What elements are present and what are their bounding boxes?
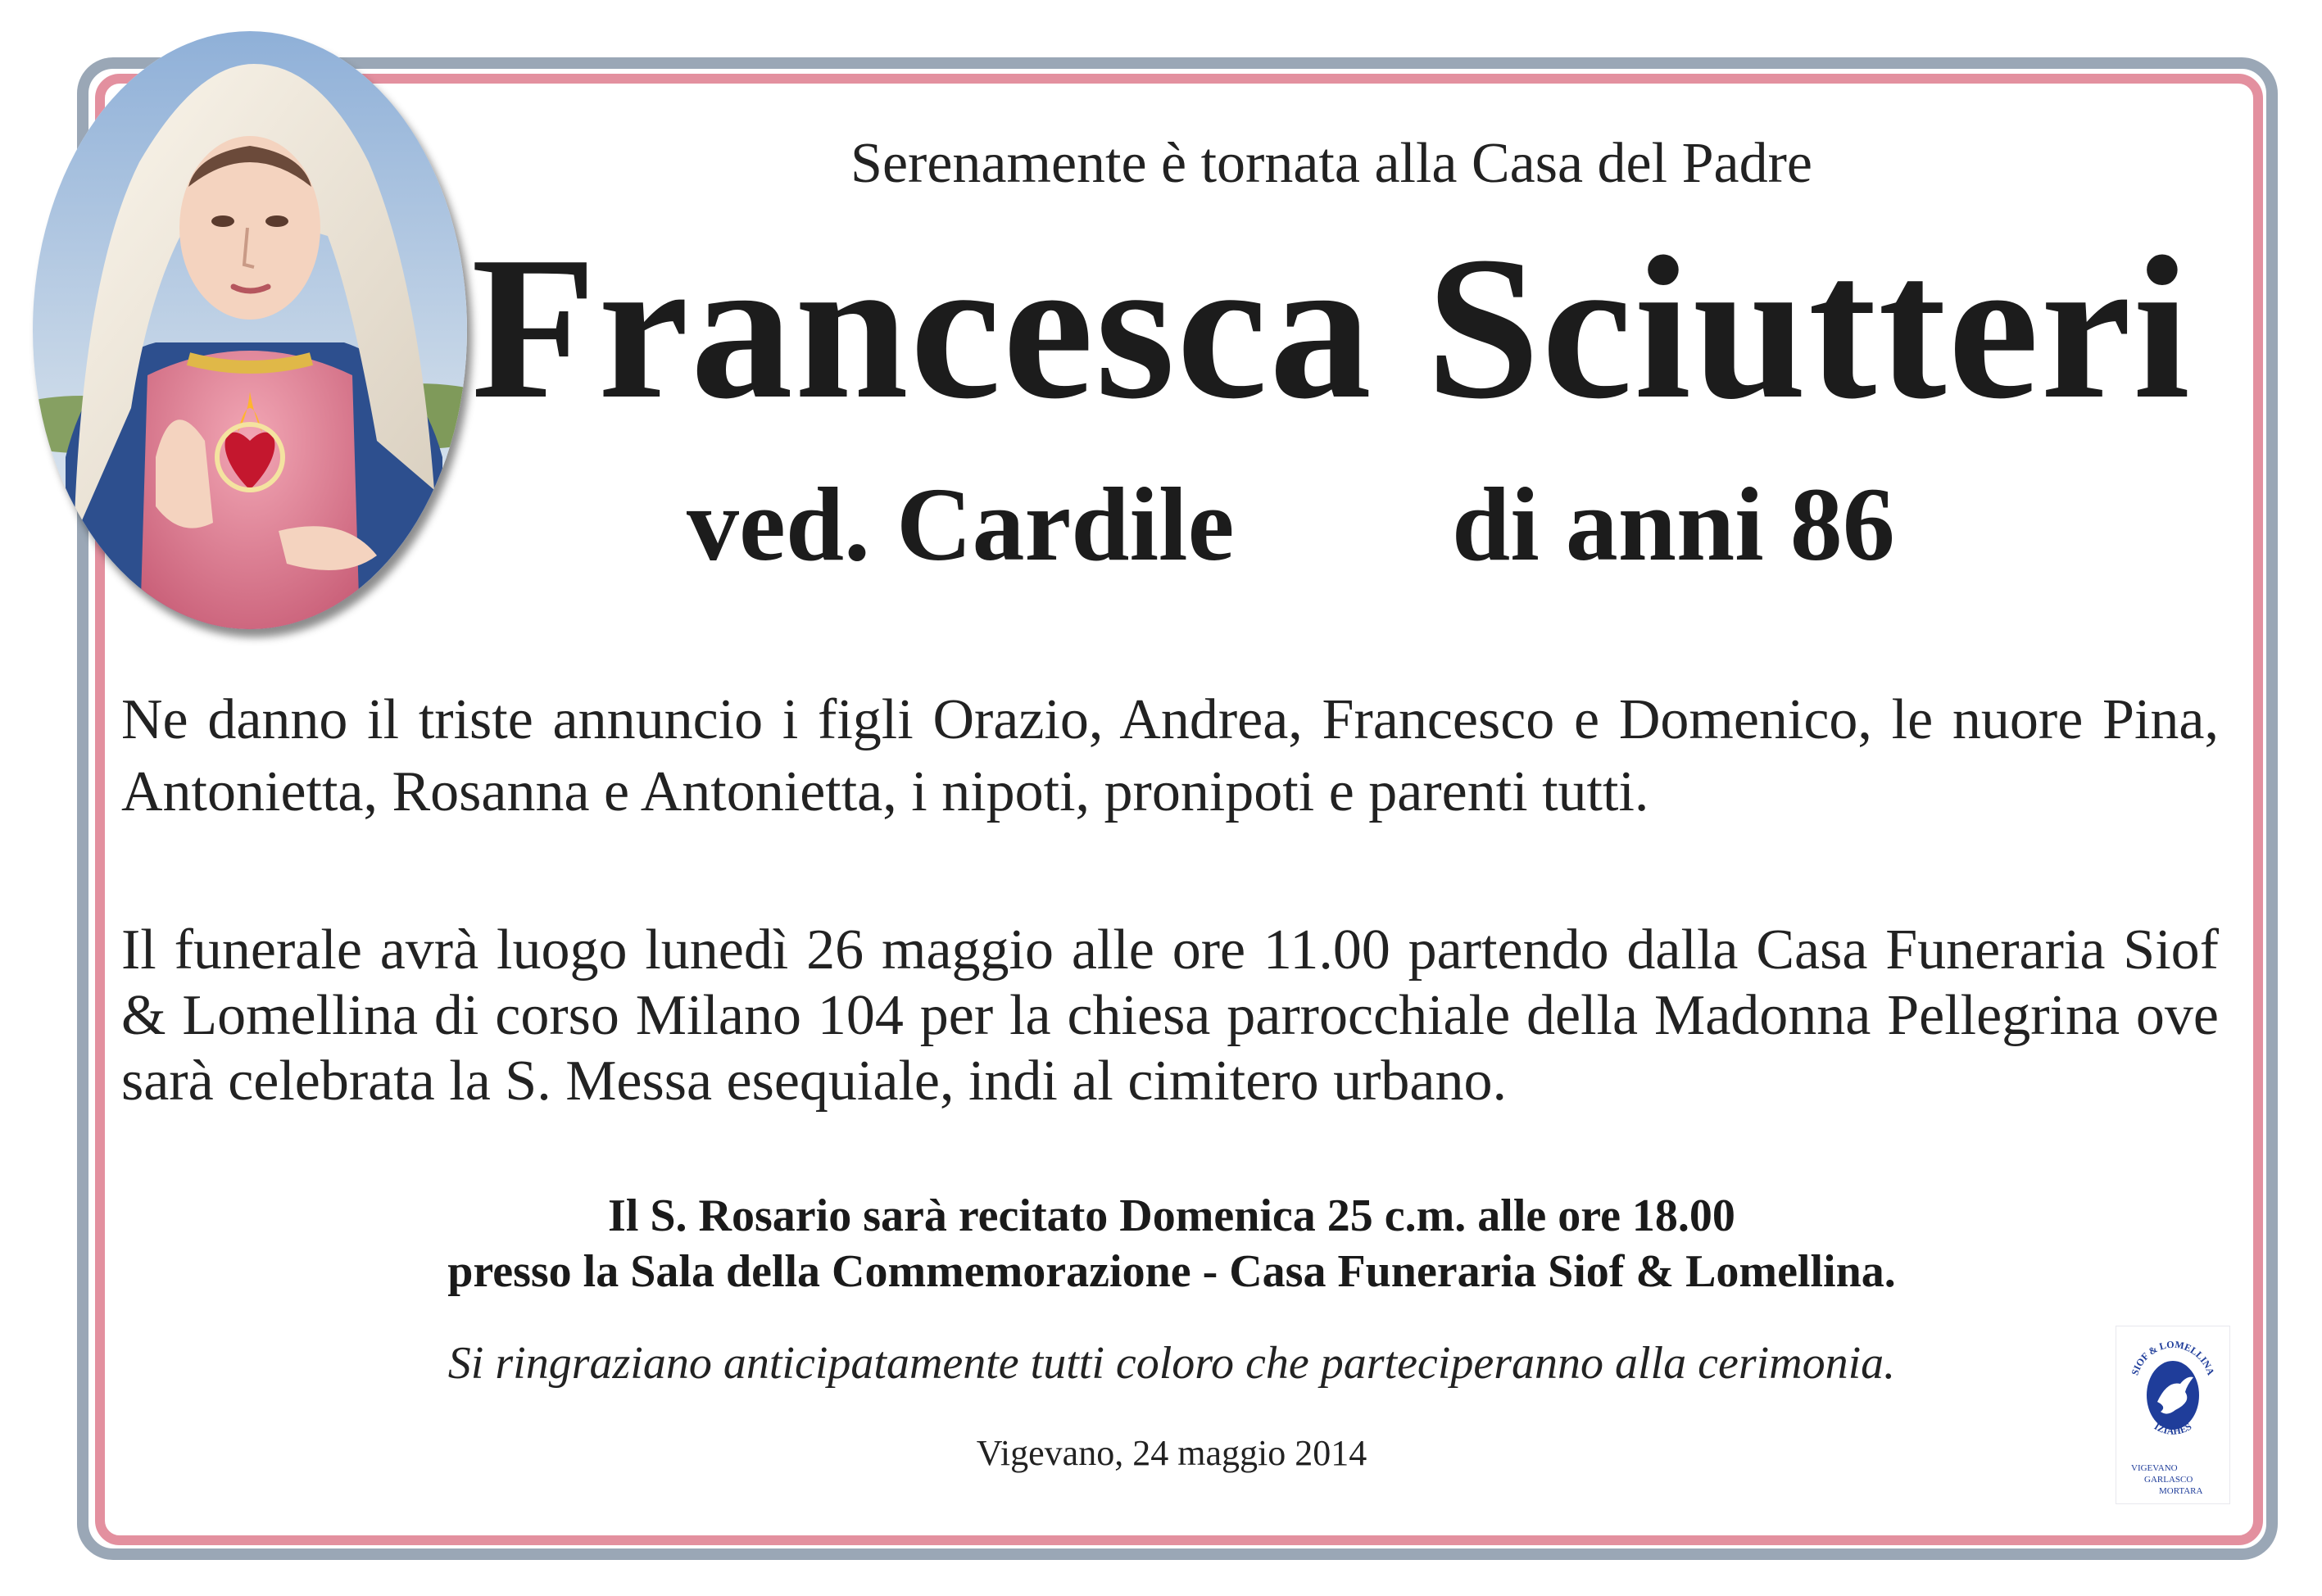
deceased-name: Francesca Sciutteri [471,215,2192,442]
madonna-portrait-image [33,31,467,629]
logo-city-2: GARLASCO [2144,1475,2193,1485]
funeral-details-paragraph: Il funerale avrà luogo lunedì 26 maggio alle ore 11.00 partendo dalla Casa Funeraria Siof & Lomellina di corso Milano 104 per la chiesa parrocchiale della Madonna Pellegrina ove sarà celebrata la S. Messa esequiale, indi al cimitero urbano. [121,918,2219,1113]
rosary-line-2: presso la Sala della Commemorazione - Casa Funeraria Siof & Lomellina. [447,1246,1896,1297]
place-date: Vigevano, 24 maggio 2014 [976,1433,1367,1473]
logo-city-1: VIGEVANO [2131,1463,2178,1473]
thanks-line: Si ringraziano anticipatamente tutti coloro che parteciperanno alla cerimonia. [447,1338,1896,1389]
funeral-home-logo [2116,1326,2230,1504]
rosary-line-1: Il S. Rosario sarà recitato Domenica 25 c.m. alle ore 18.00 [608,1190,1735,1241]
widow-of-line: ved. Cardile [687,466,1235,583]
age-line: di anni 86 [1452,466,1895,583]
rosary-notice [115,1188,2229,1299]
logo-bottom-text: IZIAHES [2152,1420,2194,1437]
logo-top-text: SIOF & LOMELLINA [2129,1338,2217,1377]
intro-line: Serenamente è tornata alla Casa del Padre [850,132,1812,195]
logo-city-3: MORTARA [2159,1486,2203,1496]
family-announcement-paragraph: Ne danno il triste annuncio i figli Orazio, Andrea, Francesco e Domenico, le nuore Pina, Antonietta, Rosanna e Antonietta, i nipoti, pronipoti e parenti tutti. [121,688,2219,823]
